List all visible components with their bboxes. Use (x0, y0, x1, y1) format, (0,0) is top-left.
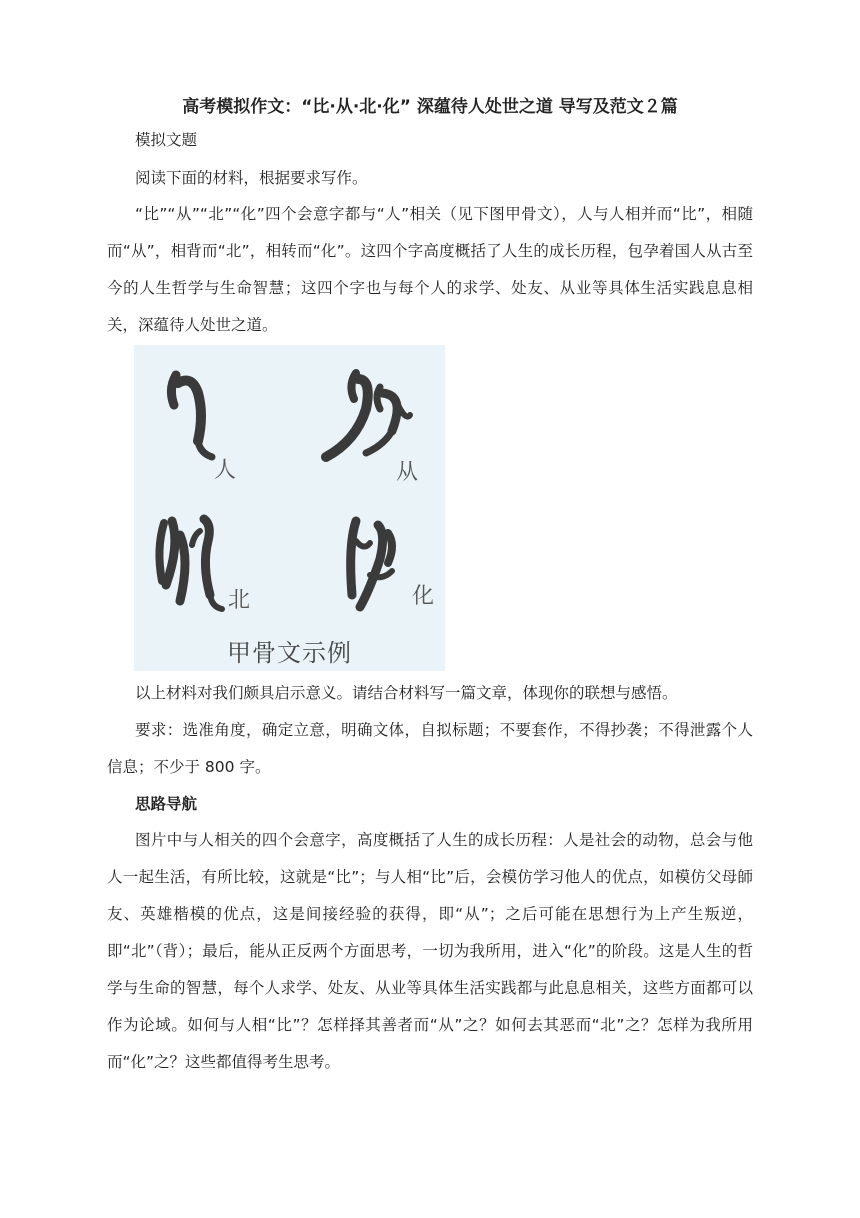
requirements-text: 要求：选准角度，确定立意，明确文体，自拟标题；不要套作，不得抄袭；不得泄露个人信息；不少于 800 字。 (107, 721, 753, 776)
document-title: 高考模拟作文：“比·从·北·化” 深蕴待人处世之道 导写及范文２篇 (182, 97, 678, 117)
glyph-label-bei: 北 (228, 588, 251, 613)
oracle-bone-figure (134, 345, 445, 671)
material-paragraph: “比”“从”“北”“化”四个会意字都与“人”相关（见下图甲骨文），人与人相并而“比”，相随而“从”，相背而“北”，相转而“化”。这四个字高度概括了人生的成长历程，包孕着国人从古至今的人生哲学与生命智慧；这四个字也与每个人的求学、处友、从业等具体生活实践息息相关，深蕴待人处世之道。 (107, 205, 753, 334)
section-heading-guide: 思路导航 (135, 795, 198, 813)
oracle-bone-glyphs (134, 345, 445, 671)
glyph-ren (171, 375, 212, 457)
glyph-label-ren: 人 (214, 458, 237, 483)
task-text: 以上材料对我们颇具启示意义。请结合材料写一篇文章，体现你的联想与感悟。 (135, 684, 678, 702)
glyph-hua (351, 521, 392, 607)
glyph-label-cong: 从 (396, 460, 419, 485)
glyph-cong (326, 373, 410, 457)
figure-caption: 甲骨文示例 (227, 639, 352, 667)
section-heading-prompt: 模拟文题 (135, 131, 198, 149)
glyph-bei (159, 519, 222, 609)
glyph-label-hua: 化 (412, 584, 435, 609)
guide-paragraph: 图片中与人相关的四个会意字，高度概括了人生的成长历程：人是社会的动物，总会与他人一起生活，有所比较，这就是“比”；与人相“比”后，会模仿学习他人的优点，如模仿父母師友、英雄楷模的优点，这是间接经验的获得，即“从”；之后可能在思想行为上产生叛逆，即“北”（背）；最后，能从正反两个方面思考，一切为我所用，进入“化”的阶段。这是人生的哲学与生命的智慧，每个人求学、处友、从业等具体生活实践都与此息息相关，这些方面都可以作为论域。如何与人相“比”？怎样择其善者而“从”之？如何去其恶而“北”之？怎样为我所用而“化”之？这些都值得考生思考。 (107, 831, 753, 1071)
instruction-text: 阅读下面的材料，根据要求写作。 (135, 169, 368, 187)
